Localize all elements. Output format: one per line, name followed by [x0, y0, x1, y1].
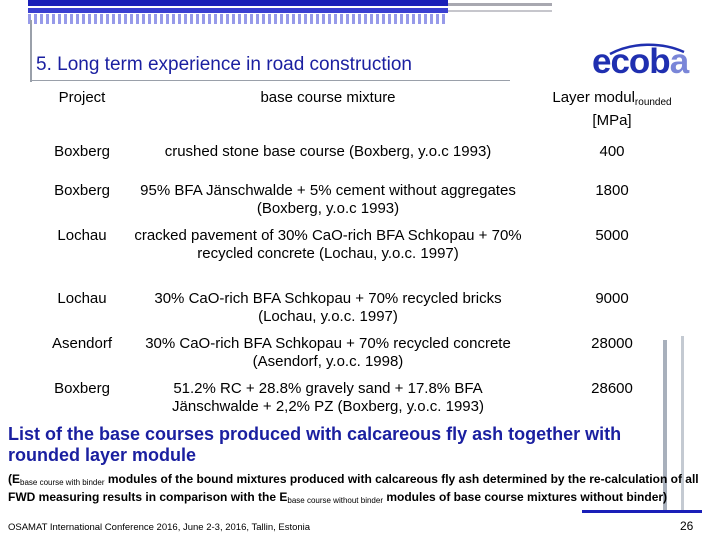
cell-modul: 5000: [595, 227, 629, 244]
footer-rule: [582, 510, 702, 513]
cell-project: Asendorf: [51, 335, 113, 352]
table-row: [36, 375, 696, 420]
table-row: [36, 330, 696, 375]
cell-mixture: 30% CaO-rich BFA Schkopau + 70% recycled bricks (Lochau, y.o.c. 1997): [154, 290, 502, 325]
logo-wordmark: ecoba: [592, 42, 689, 81]
header-stripe: [448, 3, 552, 6]
header-project: Project: [58, 89, 106, 106]
cell-mixture: cracked pavement of 30% CaO-rich BFA Schkopau + 70% recycled concrete (Lochau, y.o.c. 1997): [134, 227, 522, 262]
footer-conference: OSAMAT International Conference 2016, June 2-3, 2016, Tallin, Estonia: [8, 522, 311, 533]
cell-project: Lochau: [57, 290, 107, 307]
logo-swoosh-icon: [592, 40, 696, 84]
table-header-row: [36, 84, 696, 133]
table-row: [36, 133, 696, 177]
cell-project: Boxberg: [54, 182, 110, 199]
header-stripe: [28, 8, 448, 13]
ecoba-logo: [592, 40, 696, 84]
cell-project: Boxberg: [54, 143, 110, 160]
header-decoration: [0, 0, 720, 28]
cell-modul: 28600: [591, 380, 633, 397]
cell-project: Boxberg: [54, 380, 110, 397]
header-stripe: [28, 14, 448, 24]
cell-project: Lochau: [57, 227, 107, 244]
cell-mixture: 95% BFA Jänschwalde + 5% cement without aggregates (Boxberg, y.o.c 1993): [140, 182, 516, 217]
table-row: [36, 177, 696, 222]
table-row: [36, 285, 696, 330]
header-stripe: [448, 10, 552, 12]
cell-modul: 28000: [591, 335, 633, 352]
table-caption: List of the base courses produced with calcareous fly ash together with rounded layer module: [8, 424, 622, 465]
cell-modul: 400: [599, 143, 625, 160]
table-row: [36, 222, 696, 285]
title-underline: [30, 80, 510, 81]
header-layer-modul: Layer modul$_{rounded}$ [MPa]: [552, 89, 672, 129]
cell-modul: 9000: [595, 290, 629, 307]
title-frame-line: [30, 20, 32, 82]
page-number: 26: [680, 519, 694, 533]
cell-modul: 1800: [595, 182, 629, 199]
cell-mixture: 51.2% RC + 28.8% gravely sand + 17.8% BFA Jänschwalde + 2,2% PZ (Boxberg, y.o.c. 1993): [172, 380, 484, 415]
base-course-table: [36, 84, 696, 420]
header-mixture: base course mixture: [260, 89, 396, 106]
page-title: 5. Long term experience in road construction: [36, 54, 412, 75]
cell-mixture: 30% CaO-rich BFA Schkopau + 70% recycled concrete (Asendorf, y.o.c. 1998): [145, 335, 511, 370]
header-stripe: [28, 0, 448, 6]
cell-mixture: crushed stone base course (Boxberg, y.o.c 1993): [164, 143, 492, 160]
explanatory-note: ($E_{base course with binder}$ modules of the bound mixtures produced with calcareous fly ash determined by the re-calculation of all FWD measuring results in comparison with the $E_{base course without binder}$ modules of base course mixtures without binder): [8, 472, 699, 505]
